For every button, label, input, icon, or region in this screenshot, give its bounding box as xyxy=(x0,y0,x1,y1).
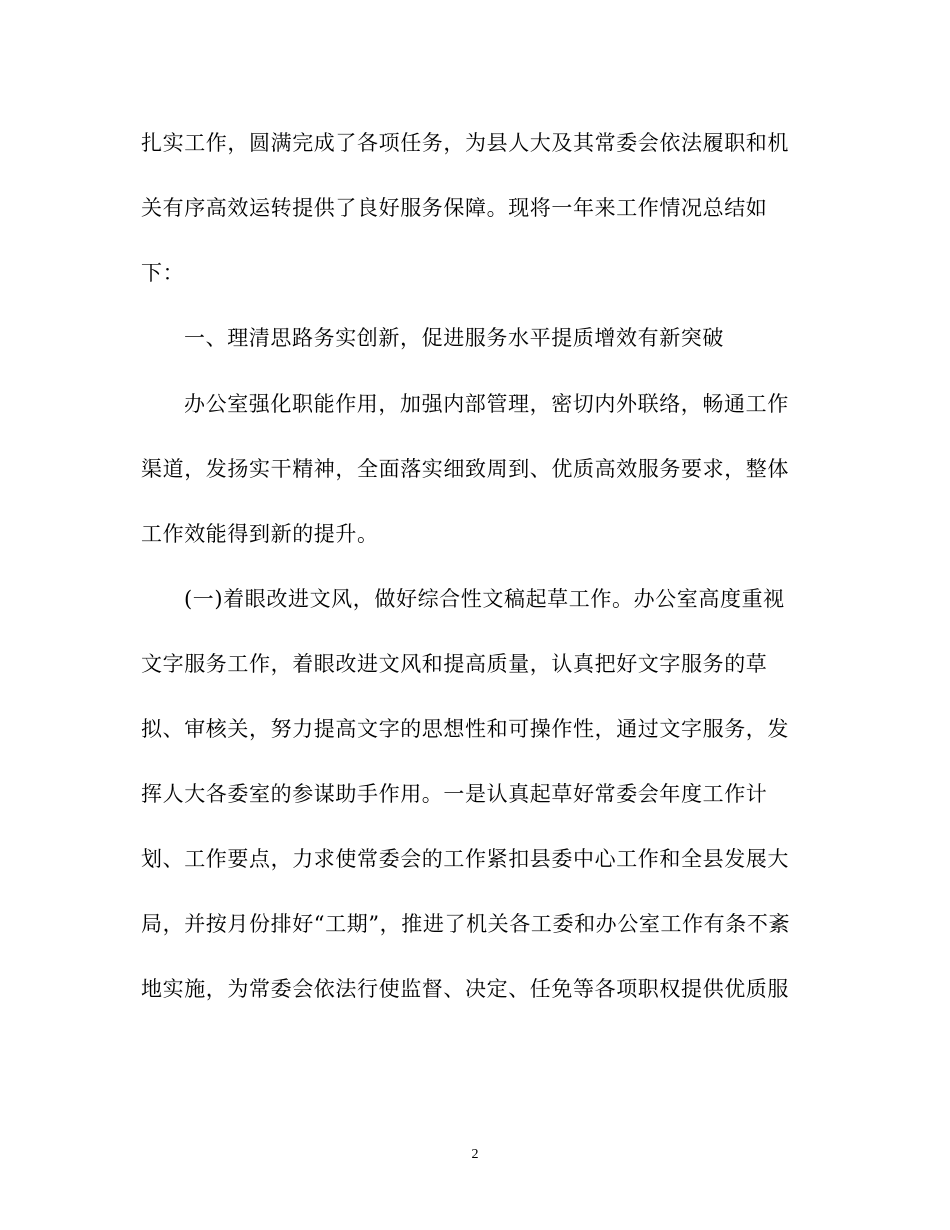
text-line: 文字服务工作，着眼改进文风和提高质量，认真把好文字服务的草 xyxy=(141,652,768,676)
text-line: 下： xyxy=(141,261,185,285)
page-number: 2 xyxy=(471,1147,479,1162)
text-line: 拟、审核关，努力提高文字的思想性和可操作性，通过文字服务，发 xyxy=(141,717,789,741)
text-line: 局，并按月份排好“工期”，推进了机关各工委和办公室工作有条不紊 xyxy=(141,912,791,936)
text-line: 地实施，为常委会依法行使监督、决定、任免等各项职权提供优质服 xyxy=(141,977,789,1001)
section-heading: 一、理清思路务实创新，促进服务水平提质增效有新突破 xyxy=(184,326,724,350)
text-line: 扎实工作，圆满完成了各项任务，为县人大及其常委会依法履职和机 xyxy=(141,131,789,155)
text-line: 办公室强化职能作用，加强内部管理，密切内外联络，畅通工作 xyxy=(184,392,789,416)
text-line: 挥人大各委室的参谋助手作用。一是认真起草好常委会年度工作计 xyxy=(141,782,768,806)
text-line: 划、工作要点，力求使常委会的工作紧扣县委中心工作和全县发展大 xyxy=(141,847,789,871)
subsection-line: (一)着眼改进文风，做好综合性文稿起草工作。办公室高度重视 xyxy=(184,587,785,611)
text-line: 渠道，发扬实干精神，全面落实细致周到、优质高效服务要求，整体 xyxy=(141,457,789,481)
text-line: 关有序高效运转提供了良好服务保障。现将一年来工作情况总结如 xyxy=(141,196,768,220)
text-line: 工作效能得到新的提升。 xyxy=(141,522,379,546)
